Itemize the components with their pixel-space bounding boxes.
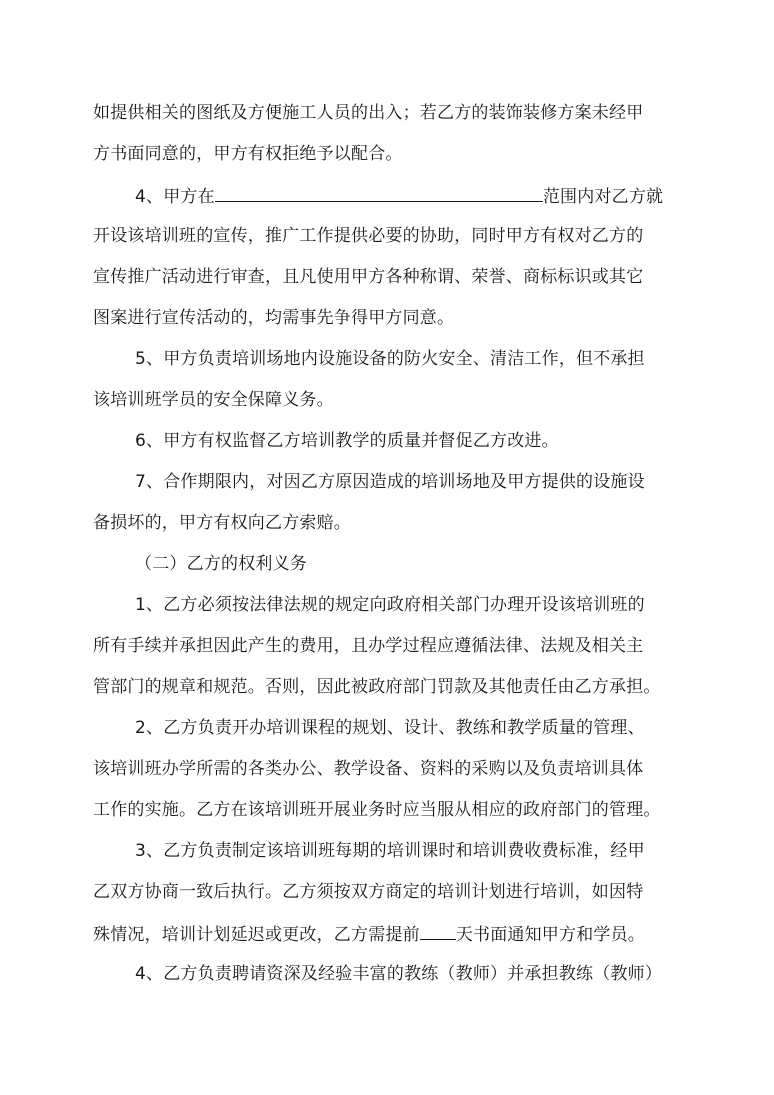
paragraph-line: 工作的实施。乙方在该培训班开展业务时应当服从相应的政府部门的管理。 [93, 800, 661, 820]
clause-6-line: 6、甲方有权监督乙方培训教学的质量并督促乙方改进。 [135, 431, 559, 451]
paragraph-line-with-blank [93, 922, 645, 946]
clause-b2-line: 2、乙方负责开办培训课程的规划、设计、教练和教学质量的管理、 [135, 718, 645, 738]
clause-b1-line: 1、乙方必须按法律法规的规定向政府相关部门办理开设该培训班的 [135, 595, 645, 615]
clause-7-line: 7、合作期限内，对因乙方原因造成的培训场地及甲方提供的设施设 [135, 472, 645, 492]
paragraph-line: 宣传推广活动进行审查，且凡使用甲方各种称谓、荣誉、商标标识或其它 [93, 267, 644, 287]
paragraph-line: 如提供相关的图纸及方便施工人员的出入；若乙方的装饰装修方案未经甲 [93, 103, 644, 123]
notice-text-start: 殊情况，培训计划延迟或更改，乙方需提前 [93, 925, 420, 945]
section-heading: （二）乙方的权利义务 [135, 554, 307, 574]
paragraph-line: 管部门的规章和规范。否则，因此被政府部门罚款及其他责任由乙方承担。 [93, 677, 661, 697]
paragraph-line: 所有手续并承担因此产生的费用，且办学过程应遵循法律、法规及相关主 [93, 636, 644, 656]
clause-4-text-end: 范围内对乙方就 [542, 187, 664, 207]
clause-b4-line: 4、乙方负责聘请资深及经验丰富的教练（教师）并承担教练（教师） [135, 964, 663, 984]
clause-4-text-start: 4、甲方在 [135, 187, 215, 207]
clause-b3-line: 3、乙方负责制定该培训班每期的培训课时和培训费收费标准，经甲 [135, 841, 645, 861]
clause-5-line: 5、甲方负责培训场地内设施设备的防火安全、清洁工作，但不承担 [135, 349, 645, 369]
fill-in-blank-scope [215, 184, 543, 202]
paragraph-line: 开设该培训班的宣传，推广工作提供必要的协助，同时甲方有权对乙方的 [93, 226, 644, 246]
fill-in-blank-days [420, 922, 456, 940]
paragraph-line: 备损坏的，甲方有权向乙方索赔。 [93, 513, 351, 533]
clause-4-line [135, 184, 663, 208]
paragraph-line: 该培训班办学所需的各类办公、教学设备、资料的采购以及负责培训具体 [93, 759, 644, 779]
paragraph-line: 方书面同意的，甲方有权拒绝予以配合。 [93, 144, 403, 164]
paragraph-line: 图案进行宣传活动的，均需事先争得甲方同意。 [93, 308, 455, 328]
paragraph-line: 该培训班学员的安全保障义务。 [93, 390, 334, 410]
notice-text-end: 天书面通知甲方和学员。 [455, 925, 646, 945]
paragraph-line: 乙双方协商一致后执行。乙方须按双方商定的培训计划进行培训，如因特 [93, 882, 644, 902]
